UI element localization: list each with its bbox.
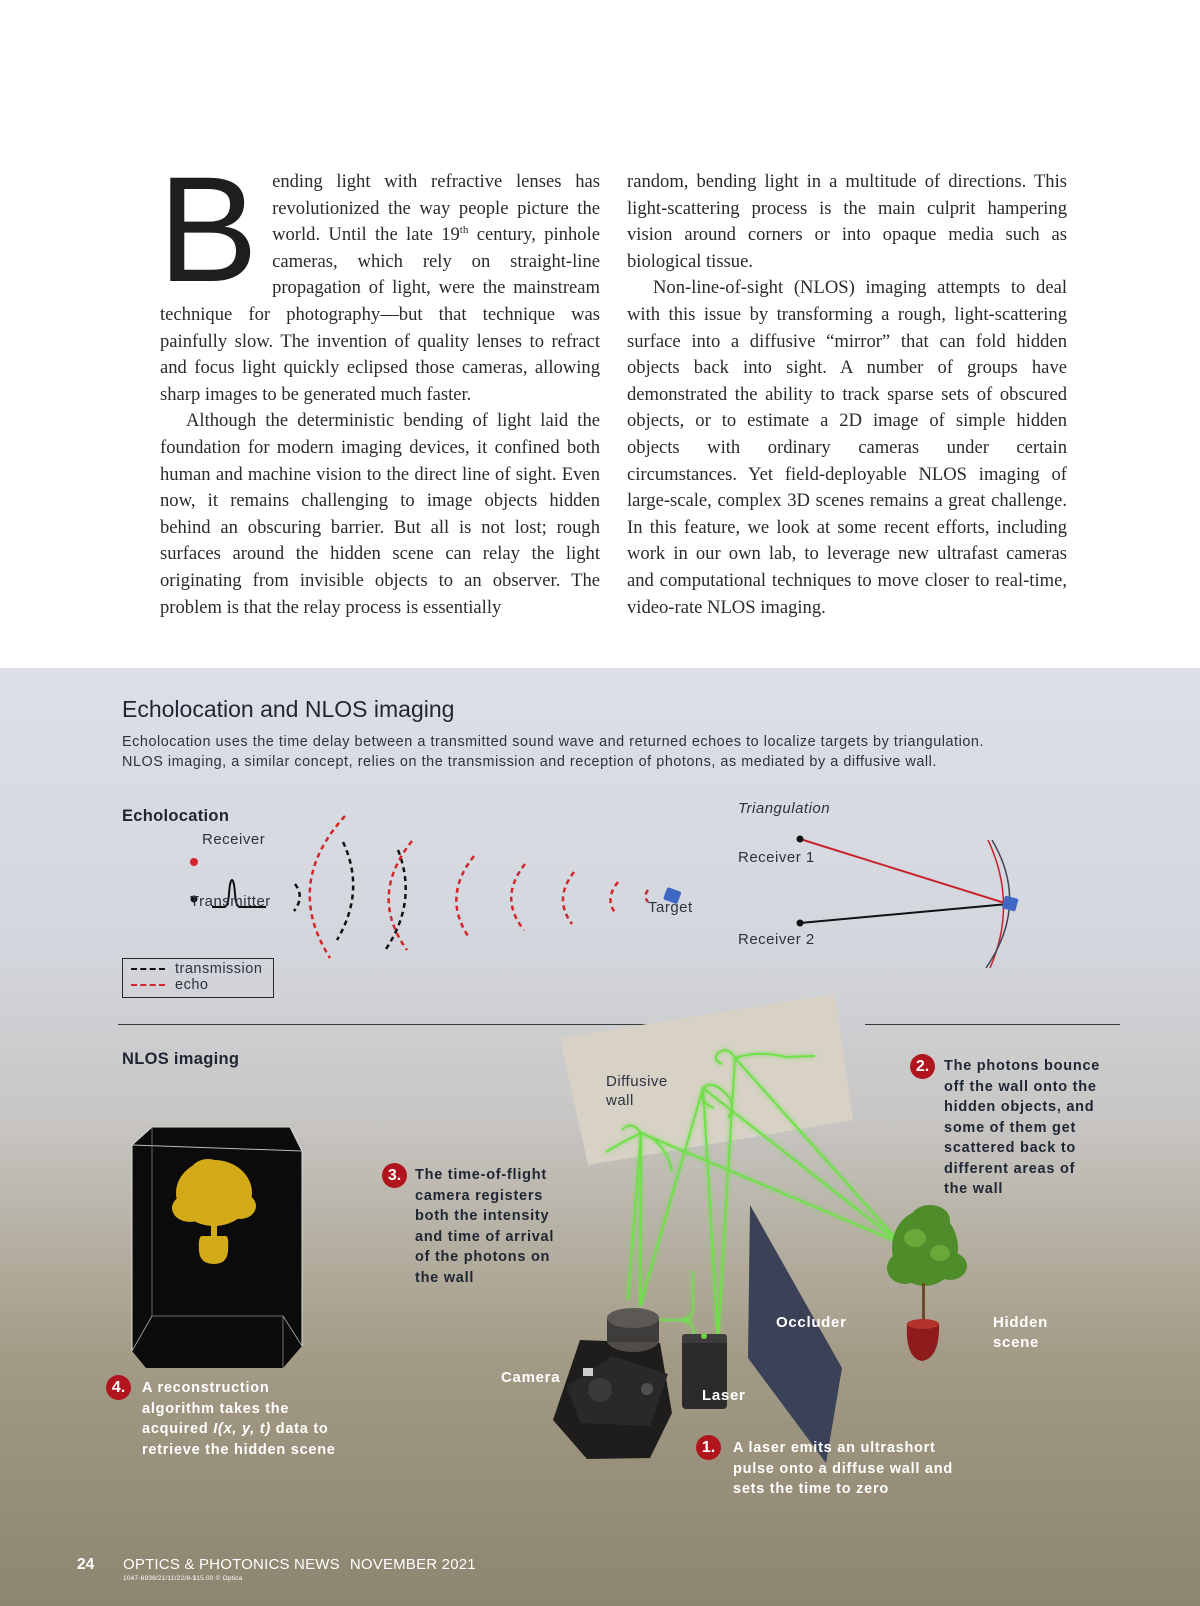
drop-cap: B (158, 145, 259, 313)
step-3-line-5: of the photons on (415, 1249, 551, 1265)
laser-label: Laser (702, 1387, 746, 1404)
step-4-line-1: A reconstruction (142, 1380, 270, 1396)
echolocation-nlos-figure (0, 668, 1200, 1606)
hidden-scene-label-line-2: scene (993, 1334, 1040, 1351)
right-paragraph-2: Non-line-of-sight (NLOS) imaging attempts to deal with this issue by transforming a rough, light-scattering surface into a diffusive “mirror” that can fold hidden objects back into sight. A number of groups have demonstrated the ability to track sparse sets of obscured objects, or to estimate a 2D image of simple hidden objects with ordinary cameras under certain circumstances. Yet field-deployable NLOS imaging of large-scale, complex 3D scenes remains a great challenge. In this feature, we look at some recent efforts, including work in our own lab, to leverage new ultrafast cameras and computational techniques to move closer to real-time, video-rate NLOS imaging. (627, 277, 1067, 618)
nlos-imaging-label: NLOS imaging (122, 1050, 240, 1068)
step-2-line-5: scattered back to (944, 1140, 1077, 1156)
running-footer (123, 1556, 486, 1573)
right-paragraph-1: random, bending light in a multitude of directions. This light-scattering process is the main culprit hampering vision around corners or into opaque media such as biological tissue. (627, 171, 1067, 272)
occluder (748, 1205, 842, 1463)
step-2-line-4: some of them get (944, 1119, 1077, 1136)
step-1-line-2: pulse onto a diffuse wall and (733, 1460, 953, 1477)
step-3-badge: 3. (382, 1163, 407, 1188)
step-2-line-3: hidden objects, and (944, 1099, 1095, 1115)
issue-date: NOVEMBER 2021 (349, 1556, 476, 1573)
diffusive-wall-label (606, 1072, 668, 1110)
camera-label: Camera (501, 1369, 561, 1386)
article-left-column (158, 145, 600, 621)
diffusive-wall-label-line-1: Diffusive (606, 1073, 668, 1090)
left-paragraph-2: Although the deterministic bending of light laid the foundation for modern imaging devices, it confined both human and machine vision to the direct line of sight. Even now, it remains challenging to image objects hidden behind an obscuring barrier. But all is not lost; rough surfaces around the hidden scene can relay the light originating from invisible objects to an observer. The problem is that the relay process is essentially (160, 410, 600, 618)
camera (553, 1308, 672, 1459)
step-2-badge: 2. (910, 1054, 935, 1079)
step-2-line-7: the wall (944, 1181, 1004, 1197)
triangulation-label: Triangulation (738, 800, 831, 817)
step-2-line-6: different areas of (944, 1160, 1076, 1177)
step-3-text (415, 1165, 554, 1288)
figure-title: Echolocation and NLOS imaging (122, 696, 455, 722)
step-1-text (733, 1438, 953, 1500)
target-label: Target (648, 899, 693, 916)
receiver-label: Receiver (202, 831, 266, 848)
issn-line: 1047-6938/21/11/22/8-$15.00 © Optica (123, 1575, 243, 1582)
left-paragraph-1-rest: century, pinhole cameras, which rely on straight-line propagation of light, were the mainstream technique for photography—but that technique was painfully slow. The invention of quality lenses to refract and focus light quickly eclipsed those cameras, allowing sharp images to be generated much faster. (160, 224, 600, 405)
step-3-line-3: both the intensity (415, 1208, 550, 1224)
figure-description-line-2: NLOS imaging, a similar concept, relies on the transmission and reception of photons, as mediated by a diffusive wall. (122, 754, 937, 770)
page-number: 24 (77, 1556, 95, 1573)
step-1-badge: 1. (696, 1435, 721, 1460)
superscript-th: th (459, 224, 469, 236)
step-3-line-2: camera registers (415, 1187, 544, 1204)
hidden-scene-label-line-1: Hidden (993, 1314, 1049, 1331)
step-4-badge: 4. (106, 1375, 131, 1400)
reconstruction-box (132, 1127, 302, 1368)
step-4-line-4: retrieve the hidden scene (142, 1441, 336, 1458)
step-3-line-1: The time-of-flight (415, 1167, 547, 1183)
figure-description-line-1: Echolocation uses the time delay between a transmitted sound wave and returned echoes to localize targets by triangulation. (122, 734, 985, 750)
transmitter-label: Transmitter (190, 893, 271, 910)
step-4-line-3-post: data to (270, 1421, 329, 1437)
occluder-label: Occluder (776, 1314, 847, 1331)
step-2-line-2: off the wall onto the (944, 1078, 1097, 1095)
step-4-line-3 (142, 1419, 336, 1440)
diffusive-wall-label-line-2: wall (606, 1092, 634, 1109)
legend-echo-text: echo (175, 977, 209, 993)
legend-transmission-text: transmission (175, 961, 263, 977)
receiver-2-label: Receiver 2 (738, 931, 815, 948)
step-3-line-4: and time of arrival (415, 1228, 555, 1245)
step-1-line-1: A laser emits an ultrashort (733, 1440, 936, 1456)
step-2-line-1: The photons bounce (944, 1058, 1101, 1074)
step-4-line-2: algorithm takes the (142, 1400, 290, 1417)
step-3-line-6: the wall (415, 1269, 475, 1286)
echolocation-label: Echolocation (122, 807, 230, 825)
step-4-line-3-math: I(x, y, t) (213, 1421, 271, 1437)
step-2-text (944, 1056, 1100, 1200)
magazine-name: OPTICS & PHOTONICS NEWS (123, 1556, 340, 1573)
hidden-scene-plant (887, 1205, 967, 1361)
step-4-line-3-pre: acquired (142, 1421, 214, 1437)
receiver-1-label: Receiver 1 (738, 849, 815, 866)
step-1-line-3: sets the time to zero (733, 1481, 889, 1497)
step-4-text (142, 1378, 336, 1460)
article-right-column (627, 169, 1067, 621)
hidden-scene-label (993, 1313, 1048, 1353)
left-paragraph-1: ending light with refractive lenses has revolutionized the way people picture the world. Until the late 19 (272, 171, 600, 246)
